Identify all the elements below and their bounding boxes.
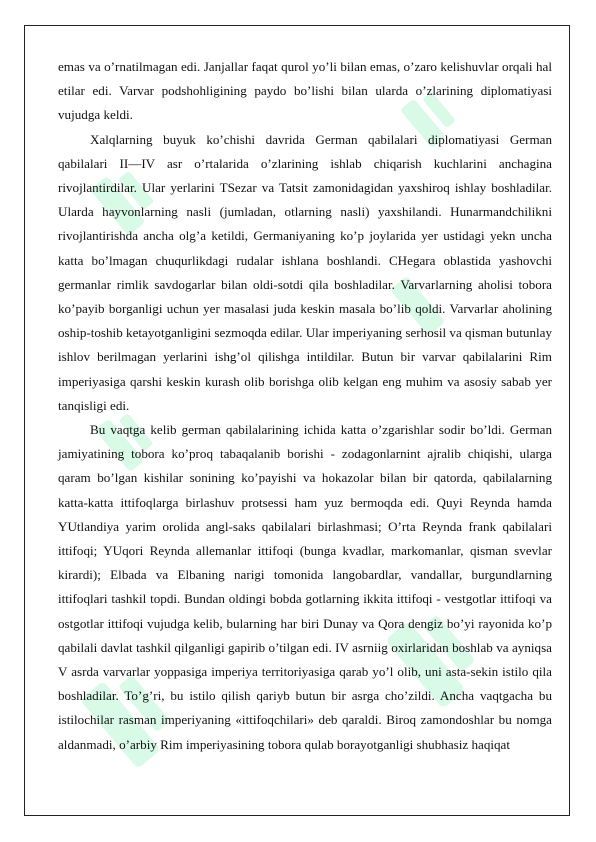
paragraph-2: Xalqlarning buyuk ko’chishi davrida German qabilalari diplomatiyasi German qabilalari II—IV asr o’rtalarida o’zlarining ishlab chiqarish kuchlarini anchagina rivojlantirdilar. Ular yerlarini TSezar va Tatsit zamonidagidan yaxshiroq ishlay boshladilar. Ularda hayvonlarning nasli (jumladan, otlarning nasli) yaxshilandi. Hunarmandchilikni rivojlantirishda ancha olg’a ketildi, Germaniyaning ko’p joylarida yer ustidagi yekn uncha katta bo’lmagan chuqurlikdagi rudalar ishlana boshlandi. CHegara oblastida yashovchi germanlar rimlik savdogarlar bilan oldi-sotdi qila boshladilar. Varvarlarning aholisi tobora ko’payib borganligi uchun yer masalasi juda keskin masala bo’lib qoldi. Varvarlar aholining oship-toshib ketayotganligini sezmoqda edilar. Ular imperiyaning serhosil va qisman butunlay ishlov berilmagan yerlarini ishg’ol qilishga intildilar. Butun bir varvar qabilalarini Rim imperiyasiga qarshi keskin kurash olib borishga olib kelgan eng muhim va asosiy sabab yer tanqisligi edi. (58, 131, 552, 413)
document-body (58, 55, 552, 757)
paragraph-3: Bu vaqtga kelib german qabilalarining ichida katta o’zgarishlar sodir bo’ldi. German jamiyatining tobora ko’proq tabaqalanib borishi - zodagonlarnint ajralib chiqishi, ularga qaram bo’lgan kishilar sonining ko’payishi va hokazolar bilan bir qatorda, qabilalarning katta-katta ittifoqlarga birlashuv protsessi ham yuz bermoqda edi. Quyi Reynda hamda YUtlandiya yarim orolida angl-saks qabilalari birlashmasi; O’rta Reynda frank qabilalari ittifoqi; YUqori Reynda allemanlar ittifoqi (bunga kvadlar, markomanlar, qisman svevlar kirardi); Elbada va Elbaning narigi tomonida langobardlar, vandallar, burgundlarning ittifoqlari tashkil topdi. Bundan oldingi bobda gotlarning ikkita ittifoqi - vestgotlar ittifoqi va ostgotlar ittifoqi vujudga kelib, bularning har biri Dunay va Qora dengiz bo’yi rayonida ko’p qabilali davlat tashkil qilganligi gapirib o’tilgan edi. IV asrniig oxirlaridan boshlab va ayniqsa V asrda varvarlar yoppasiga imperiya territoriyasiga qarab yo’l olib, uni asta-sekin istilo qila boshladilar. To’g’ri, bu istilo qilish qariyb butun bir asrga cho’zildi. Ancha vaqtgacha bu istilochilar rasman imperiyaning «ittifoqchilari» deb qaraldi. Biroq zamondoshlar bu nomga aldanmadi, o’arbiy Rim imperiyasining tobora qulab borayotganligi shubhasiz haqiqat (58, 422, 552, 752)
paragraph-1: emas va o’rnatilmagan edi. Janjallar faqat qurol yo’li bilan emas, o’zaro kelishuvlar orqali hal etilar edi. Varvar podshohligining paydo bo’lishi bilan ularda o’zlarining diplomatiyasi vujudga keldi. (58, 59, 552, 123)
